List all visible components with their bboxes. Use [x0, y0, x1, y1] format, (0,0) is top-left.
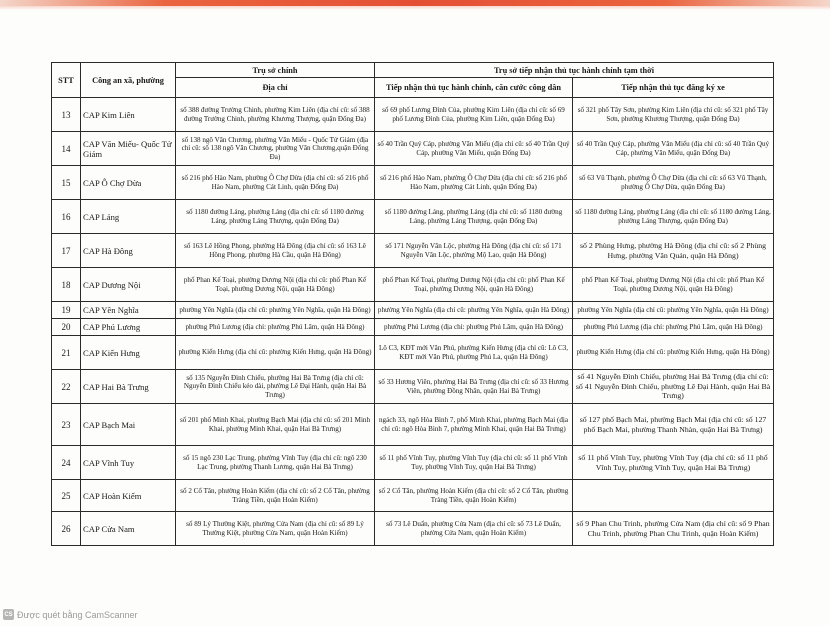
- row-main-address: số 1180 đường Láng, phường Láng (địa chỉ cũ: số 1180 đường Láng, phường Láng Thượng, quận Đống Đa): [176, 200, 375, 234]
- row-stt: 21: [52, 336, 81, 370]
- camscanner-watermark: [3, 609, 138, 620]
- table-row: [52, 98, 774, 132]
- table-row: [52, 319, 774, 336]
- row-admin-address: Lô C3, KĐT mới Văn Phú, phường Kiến Hưng (địa chỉ cũ: Lô C3, KĐT mới Văn Phú, phường Phú La, quận Hà Đông): [375, 336, 573, 370]
- row-vehicle-address: số 2 Phùng Hưng, phường Hà Đông (địa chỉ cũ: số 2 Phùng Hưng, phường Văn Quán, quận Hà Đông): [573, 234, 774, 268]
- table-row: [52, 132, 774, 166]
- row-main-address: phường Yên Nghĩa (địa chỉ cũ: phường Yên Nghĩa, quận Hà Đông): [176, 302, 375, 319]
- row-main-address: số 138 ngõ Văn Chương, phường Văn Miếu - Quốc Tử Giám (địa chỉ cũ: số 138 ngõ Văn Chương, phường Văn Chương,quận Đống Đa): [176, 132, 375, 166]
- row-main-address: số 163 Lê Hồng Phong, phường Hà Đông (địa chỉ cũ: số 163 Lê Hồng Phong, phường Hà Cầu, quận Hà Đông): [176, 234, 375, 268]
- row-main-address: số 15 ngõ 230 Lạc Trung, phường Vĩnh Tuy (địa chỉ cũ: ngõ 230 Lạc Trung, phường Thanh Lương, quận Hai Bà Trưng): [176, 446, 375, 480]
- row-ward-name: CAP Hoàn Kiếm: [81, 480, 176, 512]
- row-stt: 17: [52, 234, 81, 268]
- table-row: [52, 512, 774, 546]
- row-ward-name: CAP Yên Nghĩa: [81, 302, 176, 319]
- row-vehicle-address: số 63 Vũ Thạnh, phường Ô Chợ Dừa (địa chỉ cũ: số 63 Vũ Thạnh, phường Ô Chợ Dừa, quận Đống Đa): [573, 166, 774, 200]
- table-row: [52, 268, 774, 302]
- row-admin-address: số 69 phố Lương Đình Của, phường Kim Liên (địa chỉ cũ: số 69 phố Lương Đình Của, phường Kim Liên, quận Đống Đa): [375, 98, 573, 132]
- row-stt: 16: [52, 200, 81, 234]
- row-main-address: số 388 đường Trường Chinh, phường Kim Liên (địa chỉ cũ: số 388 đường Trường Chinh, phường Khương Thượng, quận Đống Đa): [176, 98, 375, 132]
- row-ward-name: CAP Kiến Hưng: [81, 336, 176, 370]
- header-temp-admin: Tiếp nhận thủ tục hành chính, căn cước công dân: [375, 78, 573, 98]
- table-row: [52, 370, 774, 404]
- header-main-office: Trụ sở chính: [176, 63, 375, 78]
- header-stt: STT: [52, 63, 81, 98]
- row-vehicle-address: số 40 Trần Quý Cáp, phường Văn Miếu (địa chỉ cũ: số 40 Trần Quý Cáp, phường Văn Miếu, quận Đống Đa): [573, 132, 774, 166]
- row-stt: 26: [52, 512, 81, 546]
- table-row: [52, 166, 774, 200]
- row-main-address: số 216 phố Hào Nam, phường Ô Chợ Dừa (địa chỉ cũ: số 216 phố Hào Nam, phường Cát Linh, quận Đống Đa): [176, 166, 375, 200]
- row-main-address: phố Phan Kế Toại, phường Dương Nội (địa chỉ cũ: phố Phan Kế Toại, phường Dương Nội, quận Hà Đông): [176, 268, 375, 302]
- row-stt: 18: [52, 268, 81, 302]
- row-ward-name: CAP Bạch Mai: [81, 404, 176, 446]
- header-ward: Công an xã, phường: [81, 63, 176, 98]
- row-vehicle-address: số 127 phố Bạch Mai, phường Bạch Mai (địa chỉ cũ: số 127 phố Bạch Mai, phường Thanh Nhàn, quận Hai Bà Trưng): [573, 404, 774, 446]
- row-admin-address: số 73 Lê Duẩn, phường Cửa Nam (địa chỉ cũ: số 73 Lê Duẩn, phường Cửa Nam, quận Hoàn Kiếm): [375, 512, 573, 546]
- row-vehicle-address: số 1180 đường Láng, phường Láng (địa chỉ cũ: số 1180 đường Láng, phường Láng Thượng, quận Đống Đa): [573, 200, 774, 234]
- table-row: [52, 200, 774, 234]
- row-admin-address: số 1180 đường Láng, phường Láng (địa chỉ cũ: số 1180 đường Láng, phường Láng Thượng, quận Đống Đa): [375, 200, 573, 234]
- header-temp-office: Trụ sở tiếp nhận thủ tục hành chính tạm thời: [375, 63, 774, 78]
- row-main-address: phường Kiến Hưng (địa chỉ cũ: phường Kiến Hưng, quận Hà Đông): [176, 336, 375, 370]
- row-ward-name: CAP Kim Liên: [81, 98, 176, 132]
- row-vehicle-address: số 9 Phan Chu Trinh, phường Cửa Nam (địa chỉ cũ: số 9 Phan Chu Trinh, phường Phan Chu Trinh, quận Hoàn Kiếm): [573, 512, 774, 546]
- row-admin-address: số 216 phố Hào Nam, phường Ô Chợ Dừa (địa chỉ cũ: số 216 phố Hào Nam, phường Cát Linh, quận Đống Đa): [375, 166, 573, 200]
- table-row: [52, 234, 774, 268]
- row-stt: 19: [52, 302, 81, 319]
- row-ward-name: CAP Cửa Nam: [81, 512, 176, 546]
- row-stt: 23: [52, 404, 81, 446]
- row-admin-address: ngách 33, ngõ Hòa Bình 7, phố Minh Khai, phường Bạch Mai (địa chỉ cũ: ngõ Hòa Bình 7, phường Minh Khai, quận Hai Bà Trưng): [375, 404, 573, 446]
- row-vehicle-address: số 41 Nguyễn Đình Chiểu, phường Hai Bà Trưng (địa chỉ cũ: số 41 Nguyễn Đình Chiểu, phường Lê Đại Hành, quận Hai Bà Trưng): [573, 370, 774, 404]
- row-admin-address: số 2 Cổ Tân, phường Hoàn Kiếm (địa chỉ cũ: số 2 Cổ Tân, phường Tràng Tiền, quận Hoàn Kiếm): [375, 480, 573, 512]
- row-stt: 24: [52, 446, 81, 480]
- row-stt: 15: [52, 166, 81, 200]
- row-main-address: số 135 Nguyễn Đình Chiểu, phường Hai Bà Trưng (địa chỉ cũ: Nguyễn Đình Chiểu kéo dài, phường Lê Đại Hành, quận Hai Bà Trưng): [176, 370, 375, 404]
- row-main-address: phường Phú Lương (địa chỉ: phường Phú Lãm, quận Hà Đông): [176, 319, 375, 336]
- row-ward-name: CAP Vĩnh Tuy: [81, 446, 176, 480]
- row-vehicle-address: phường Phú Lương (địa chỉ: phường Phú Lãm, quận Hà Đông): [573, 319, 774, 336]
- row-vehicle-address: số 321 phố Tây Sơn, phường Kim Liên (địa chỉ cũ: số 321 phố Tây Sơn, phường Khương Thượng, quận Đống Đa): [573, 98, 774, 132]
- camscanner-logo-icon: CS: [3, 609, 14, 620]
- row-admin-address: số 33 Hương Viên, phường Hai Bà Trưng (địa chỉ cũ: số 33 Hương Viên, phường Đồng Nhân, quận Hai Bà Trưng): [375, 370, 573, 404]
- row-ward-name: CAP Phú Lương: [81, 319, 176, 336]
- row-stt: 13: [52, 98, 81, 132]
- table-row: [52, 404, 774, 446]
- row-vehicle-address: phố Phan Kế Toại, phường Dương Nội (địa chỉ cũ: phố Phan Kế Toại, phường Dương Nội, quận Hà Đông): [573, 268, 774, 302]
- row-stt: 22: [52, 370, 81, 404]
- table-row: [52, 480, 774, 512]
- row-vehicle-address: số 11 phố Vĩnh Tuy, phường Vĩnh Tuy (địa chỉ cũ: số 11 phố Vĩnh Tuy, phường Vĩnh Tuy, quận Hai Bà Trưng): [573, 446, 774, 480]
- row-stt: 20: [52, 319, 81, 336]
- row-admin-address: phố Phan Kế Toại, phường Dương Nội (địa chỉ cũ: phố Phan Kế Toại, phường Dương Nội, quận Hà Đông): [375, 268, 573, 302]
- row-main-address: số 201 phố Minh Khai, phường Bạch Mai (địa chỉ cũ: số 201 Minh Khai, phường Minh Khai, quận Hai Bà Trưng): [176, 404, 375, 446]
- camscanner-text: Được quét bằng CamScanner: [17, 609, 138, 620]
- table-body: [52, 98, 774, 546]
- police-address-table: [51, 62, 774, 546]
- row-admin-address: phường Phú Lương (địa chỉ: phường Phú Lãm, quận Hà Đông): [375, 319, 573, 336]
- row-ward-name: CAP Dương Nội: [81, 268, 176, 302]
- row-ward-name: CAP Văn Miếu- Quốc Tử Giám: [81, 132, 176, 166]
- top-color-stripe: [0, 0, 830, 6]
- table-row: [52, 446, 774, 480]
- row-stt: 25: [52, 480, 81, 512]
- row-vehicle-address: [573, 480, 774, 512]
- header-main-address: Địa chỉ: [176, 78, 375, 98]
- row-admin-address: phường Yên Nghĩa (địa chỉ cũ: phường Yên Nghĩa, quận Hà Đông): [375, 302, 573, 319]
- header-temp-vehicle: Tiếp nhận thủ tục đăng ký xe: [573, 78, 774, 98]
- row-admin-address: số 40 Trần Quý Cáp, phường Văn Miếu (địa chỉ cũ: số 40 Trần Quý Cáp, phường Văn Miếu, quận Đống Đa): [375, 132, 573, 166]
- row-main-address: số 89 Lý Thường Kiệt, phường Cửa Nam (địa chỉ cũ: số 89 Lý Thường Kiệt, phường Cửa Nam, quận Hoàn Kiếm): [176, 512, 375, 546]
- row-admin-address: số 171 Nguyễn Văn Lộc, phường Hà Đông (địa chỉ cũ: số 171 Nguyễn Văn Lộc, phường Mộ Lao, quận Hà Đông): [375, 234, 573, 268]
- table-row: [52, 302, 774, 319]
- row-stt: 14: [52, 132, 81, 166]
- row-vehicle-address: phường Kiến Hưng (địa chỉ cũ: phường Kiến Hưng, quận Hà Đông): [573, 336, 774, 370]
- row-ward-name: CAP Hai Bà Trưng: [81, 370, 176, 404]
- row-main-address: số 2 Cổ Tân, phường Hoàn Kiếm (địa chỉ cũ: số 2 Cổ Tân, phường Tràng Tiền, quận Hoàn Kiếm): [176, 480, 375, 512]
- row-ward-name: CAP Láng: [81, 200, 176, 234]
- row-admin-address: số 11 phố Vĩnh Tuy, phường Vĩnh Tuy (địa chỉ cũ: số 11 phố Vĩnh Tuy, phường Vĩnh Tuy, quận Hai Bà Trưng): [375, 446, 573, 480]
- row-vehicle-address: phường Yên Nghĩa (địa chỉ cũ: phường Yên Nghĩa, quận Hà Đông): [573, 302, 774, 319]
- row-ward-name: CAP Ô Chợ Dừa: [81, 166, 176, 200]
- row-ward-name: CAP Hà Đông: [81, 234, 176, 268]
- table-row: [52, 336, 774, 370]
